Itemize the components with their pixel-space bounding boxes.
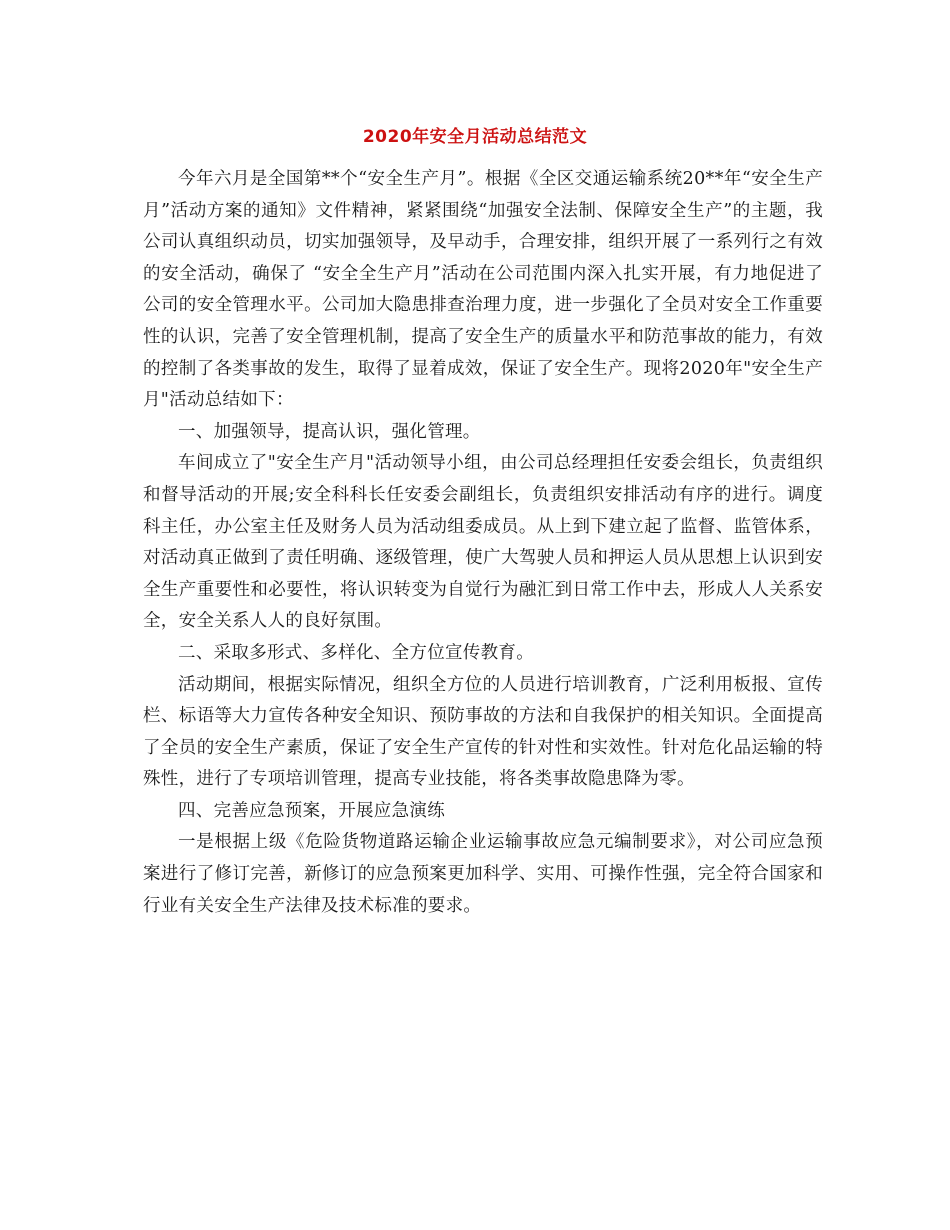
paragraph-section-2: 活动期间，根据实际情况，组织全方位的人员进行培训教育，广泛利用板报、宣传栏、标语等大力宣传各种安全知识、预防事故的方法和自我保护的相关知识。全面提高了全员的安全生产素质，保证了安全生产宣传的针对性和实效性。针对危化品运输的特殊性，进行了专项培训管理，提高专业技能，将各类事故隐患降为零。 xyxy=(143,674,823,790)
document-body xyxy=(143,164,823,922)
paragraph-section-4: 一是根据上级《危险货物道路运输企业运输事故应急元编制要求》，对公司应急预案进行了修订完善，新修订的应急预案更加科学、实用、可操作性强，完全符合国家和行业有关安全生产法律及技术标准的要求。 xyxy=(143,832,823,916)
section-heading-4: 四、完善应急预案，开展应急演练 xyxy=(178,800,445,821)
section-heading-1: 一、加强领导，提高认识，强化管理。 xyxy=(178,421,481,442)
document-title: 2020年安全月活动总结范文 xyxy=(362,127,588,147)
paragraph-section-1: 车间成立了"安全生产月"活动领导小组，由公司总经理担任安委会组长，负责组织和督导活动的开展;安全科科长任安委会副组长，负责组织安排活动有序的进行。调度科主任，办公室主任及财务人员为活动组委成员。从上到下建立起了监督、监管体系，对活动真正做到了责任明确、逐级管理，使广大驾驶人员和押运人员从思想上认识到安全生产重要性和必要性，将认识转变为自觉行为融汇到日常工作中去，形成人人关系安全，安全关系人人的良好氛围。 xyxy=(143,453,823,632)
section-heading-2: 二、采取多形式、多样化、全方位宣传教育。 xyxy=(178,642,534,663)
paragraph-intro: 今年六月是全国第**个“安全生产月”。根据《全区交通运输系统20**年“安全生产月”活动方案的通知》文件精神，紧紧围绕“加强安全法制、保障安全生产”的主题，我公司认真组织动员，切实加强领导，及早动手，合理安排，组织开展了一系列行之有效的安全活动，确保了 “安全全生产月”活动在公司范围内深入扎实开展，有力地促进了公司的安全管理水平。公司加大隐患排查治理力度，进一步强化了全员对安全工作重要性的认识，完善了安全管理机制，提高了安全生产的质量水平和防范事故的能力，有效的控制了各类事故的发生，取得了显着成效，保证了安全生产。现将2020年"安全生产月"活动总结如下： xyxy=(143,169,823,411)
